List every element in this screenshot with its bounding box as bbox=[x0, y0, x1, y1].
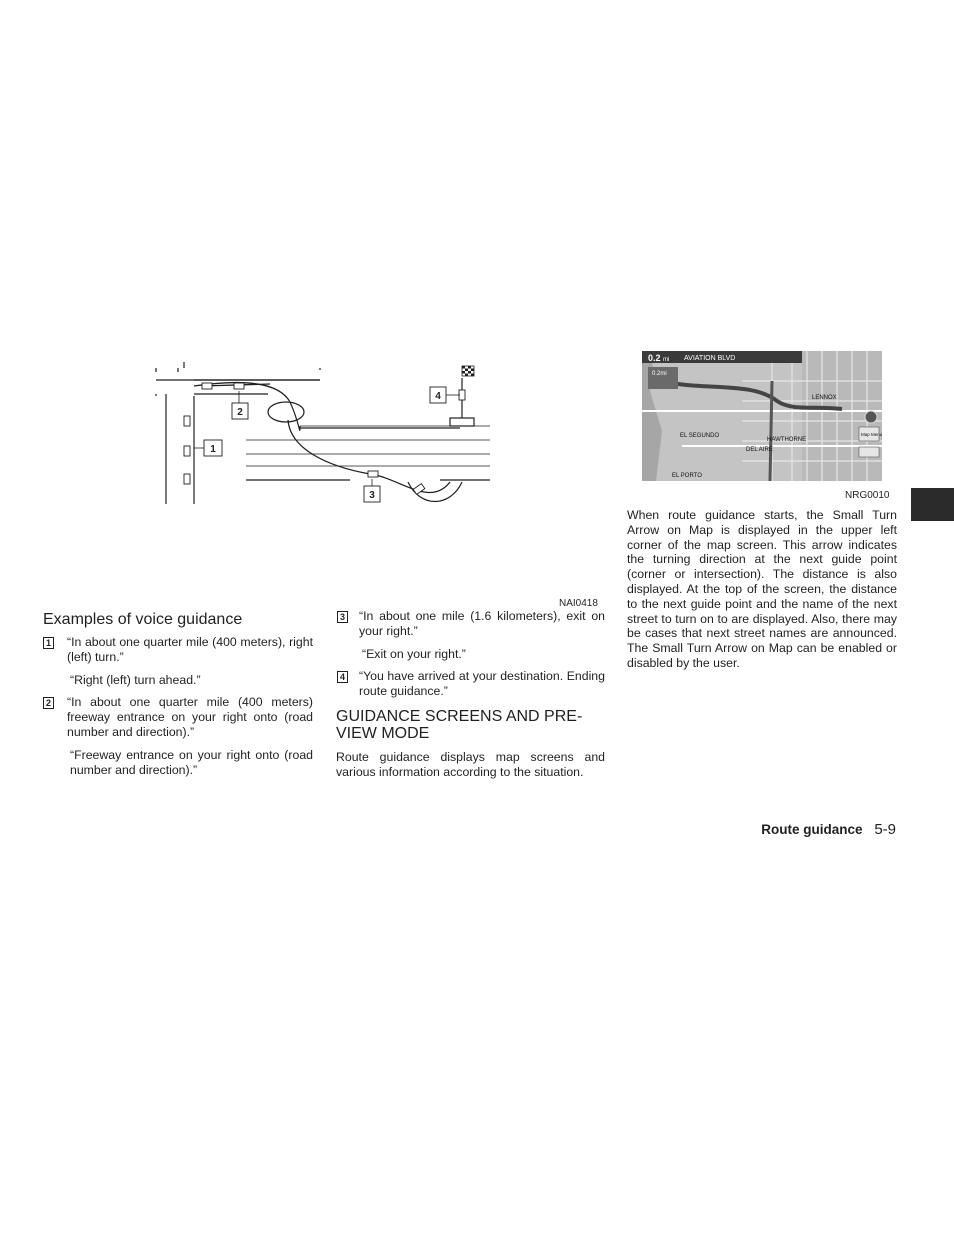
item-number-2: 2 bbox=[43, 697, 54, 709]
chapter-tab-marker bbox=[911, 488, 954, 521]
item-number-3: 3 bbox=[337, 611, 348, 623]
item-2-quote: “Freeway entrance on your right onto (road number and direction).” bbox=[70, 748, 313, 777]
section-body-guidance-screens: Route guidance displays map screens and various information according to the situation. bbox=[336, 750, 605, 779]
item-3-text: “In about one mile (1.6 kilometers), exit on your right.” bbox=[359, 609, 605, 638]
map-label-del-aire: DEL AIRE bbox=[746, 447, 773, 453]
map-screen-photo bbox=[642, 351, 882, 481]
item-number-1: 1 bbox=[43, 637, 54, 649]
item-1-text: “In about one quarter mile (400 meters), right (left) turn.” bbox=[67, 635, 313, 664]
small-turn-arrow-description: When route guidance starts, the Small Turn Arrow on Map is displayed in the upper left corner of the map screen. This arrow indicates the turning direction at the next guide point (corner or intersection). The distance is also displayed. At the top of the screen, the distance to the next guide point and the name of the next street to turn on to are displayed. Also, there may be cases that next street names are announced. The Small Turn Arrow on Map can be enabled or disabled by the user. bbox=[627, 508, 897, 670]
item-2-text: “In about one quarter mile (400 meters) freeway entrance on your right onto (road number and direction).” bbox=[67, 695, 313, 739]
callout-4: 4 bbox=[435, 391, 441, 402]
item-3-quote: “Exit on your right.” bbox=[362, 647, 466, 661]
page-footer bbox=[700, 821, 896, 838]
map-label-el-porto: EL PORTO bbox=[672, 473, 702, 479]
map-label-lennox: LENNOX bbox=[812, 395, 837, 401]
list-item-4 bbox=[337, 669, 605, 701]
map-distance-top: 0.2 bbox=[648, 353, 661, 363]
map-distance-small: 0.2mi bbox=[652, 371, 667, 377]
list-item-2 bbox=[43, 695, 313, 785]
compass-icon bbox=[865, 411, 877, 423]
figure-code-nrg0010: NRG0010 bbox=[845, 490, 890, 501]
footer-page-number: 5-9 bbox=[874, 821, 896, 838]
map-street-name: AVIATION BLVD bbox=[684, 355, 736, 362]
callout-3: 3 bbox=[369, 490, 375, 501]
item-number-4: 4 bbox=[337, 671, 348, 683]
examples-heading: Examples of voice guidance bbox=[43, 611, 243, 628]
item-4-text: “You have arrived at your destination. Ending route guidance.” bbox=[359, 669, 605, 698]
figure-code-nai0418: NAI0418 bbox=[559, 598, 598, 609]
svg-text:Map Menu: Map Menu bbox=[861, 432, 882, 437]
map-distance-unit: mi bbox=[663, 357, 670, 363]
section-heading-guidance-screens: GUIDANCE SCREENS AND PRE-VIEW MODE bbox=[336, 708, 583, 742]
zoom-scale-button bbox=[859, 447, 879, 457]
list-item-3 bbox=[337, 609, 605, 669]
map-label-el-segundo: EL SEGUNDO bbox=[680, 433, 720, 439]
footer-section-title: Route guidance bbox=[761, 822, 863, 837]
map-label-hawthorne: HAWTHORNE bbox=[767, 437, 807, 443]
voice-guidance-diagram bbox=[150, 358, 610, 518]
callout-2: 2 bbox=[237, 407, 243, 418]
item-1-quote: “Right (left) turn ahead.” bbox=[70, 673, 201, 687]
callout-1: 1 bbox=[210, 444, 216, 455]
